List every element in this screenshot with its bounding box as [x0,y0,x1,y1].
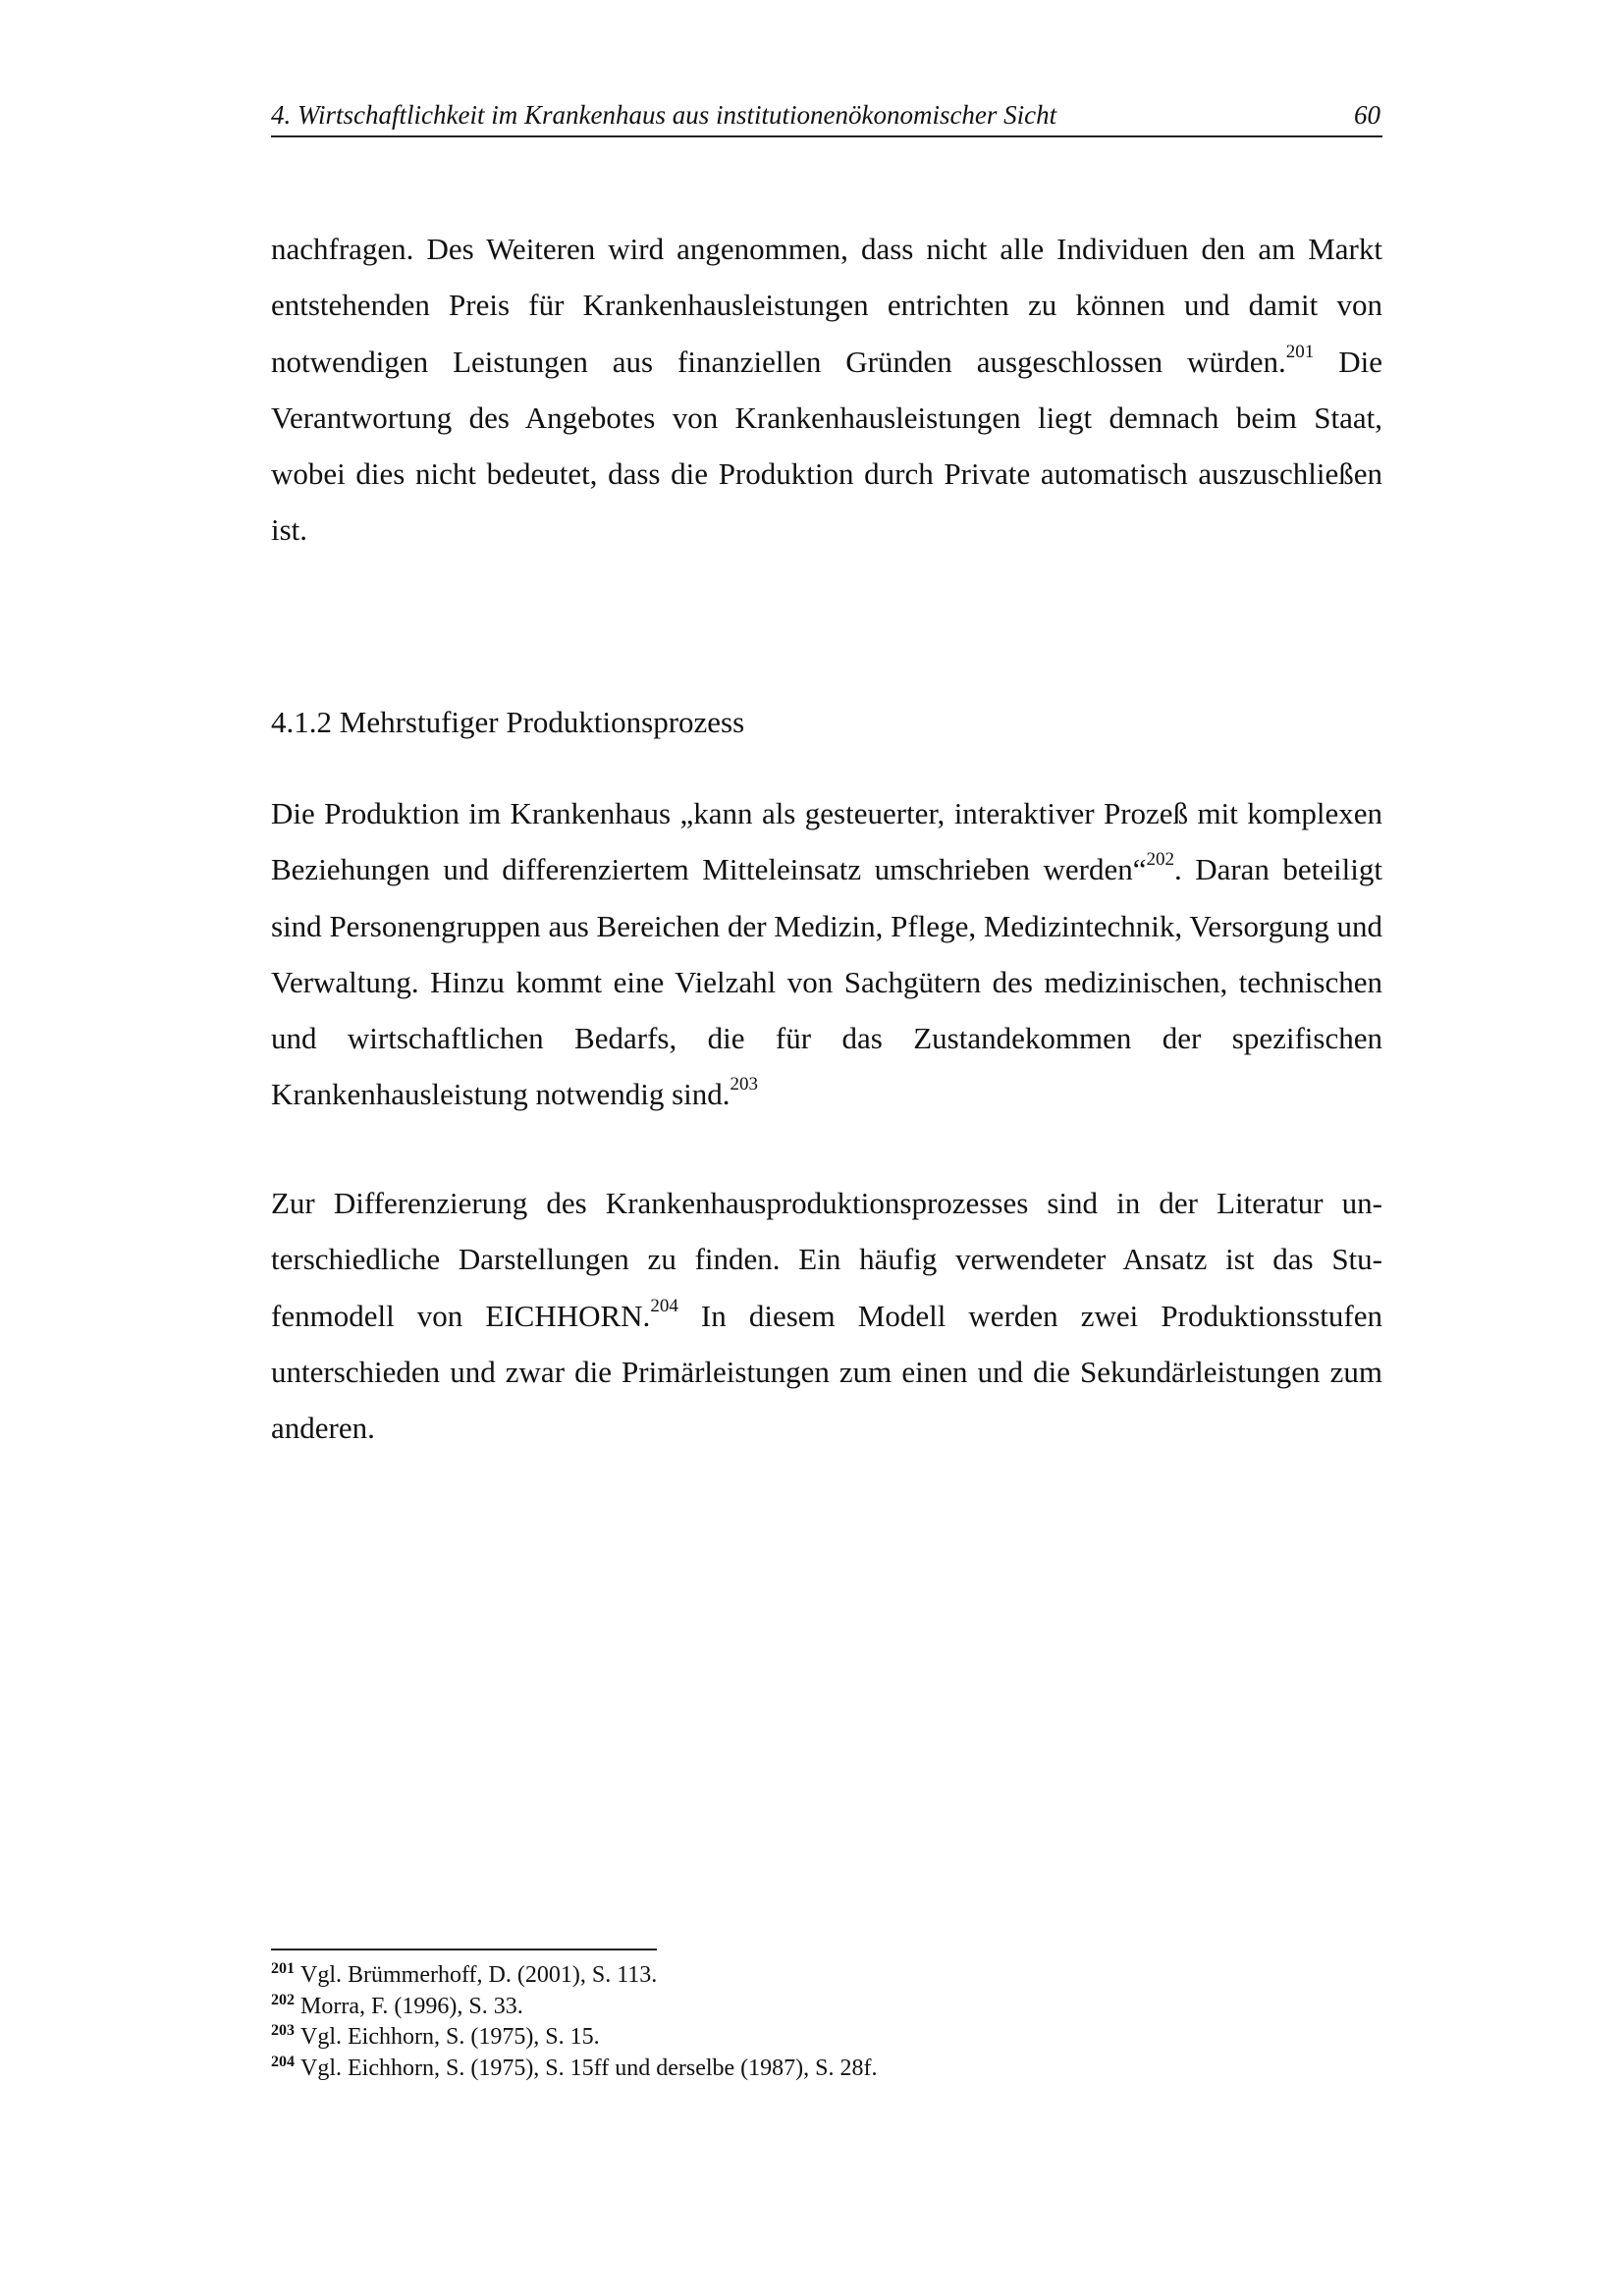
footnote-text: Morra, F. (1996), S. 33. [300,1993,523,2019]
footnote-number: 203 [271,2022,295,2039]
footnote-203 [271,2023,877,2055]
footnote-201 [271,1961,877,1993]
footnote-divider [271,1949,657,1950]
paragraph-2 [271,785,1382,1123]
paragraph-2-text-a: Die Produktion im Krankenhaus „kann als gesteuerter, interaktiver Prozeß mit komplexen Beziehungen und differenziertem Mitteleinsatz umschrieben werden“ [271,796,1382,887]
footnote-202 [271,1993,877,2024]
paragraph-1 [271,221,1382,559]
footnote-204 [271,2055,877,2086]
paragraph-1-text-b: Die Verantwortung des Angebotes von Krankenhausleistungen liegt demnach beim Staat, wobei dies nicht bedeutet, dass die Produktion durch Private automatisch auszuschließen ist. [271,344,1383,548]
footnote-ref-204[interactable]: 204 [650,1295,678,1316]
paragraph-3 [271,1175,1382,1456]
header-title: 4. Wirtschaftlichkeit im Krankenhaus aus institutionenökonomischer Sicht [271,100,1057,130]
footnote-ref-202[interactable]: 202 [1146,849,1174,871]
running-header [271,98,1382,137]
footnote-number: 204 [271,2053,295,2070]
section-heading: 4.1.2 Mehrstufiger Produktionsprozess [271,705,745,739]
page-number: 60 [1354,100,1380,130]
paragraph-3-text-a: Zur Differenzierung des Krankenhausproduktionsprozesses sind in der Literatur unterschiedliche Darstellungen zu finden. Ein häufig verwendeter Ansatz ist das Stufenmodell von EICHHORN. [271,1186,1382,1333]
footnote-text: Vgl. Brümmerhoff, D. (2001), S. 113. [300,1962,658,1988]
paragraph-3-text-b: In diesem Modell werden zwei Produktionsstufen unterschieden und zwar die Primärleistungen zum einen und die Sekundärleistungen zum anderen. [271,1298,1382,1446]
footnote-ref-201[interactable]: 201 [1285,341,1315,362]
paragraph-1-text-a: nachfragen. Des Weiteren wird angenommen, dass nicht alle Individuen den am Markt entstehenden Preis für Krankenhausleistungen entrichten zu können und damit von notwendigen Leistungen aus finanziellen Gründen ausgeschlossen würden. [271,232,1382,379]
footnote-number: 202 [271,1991,295,2008]
footnote-text: Vgl. Eichhorn, S. (1975), S. 15. [300,2024,600,2050]
footnote-ref-203[interactable]: 203 [730,1074,759,1095]
footnote-text: Vgl. Eichhorn, S. (1975), S. 15ff und derselbe (1987), S. 28f. [300,2055,878,2081]
paragraph-2-text-b: . Daran beteiligt sind Personengruppen aus Bereichen der Medizin, Pflege, Medizintechnik, Versorgung und Verwaltung. Hinzu kommt eine Vielzahl von Sachgütern des medizinischen, technischen und wirtschaftlichen Bedarfs, die für das Zustandekommen der spezifischen Krankenhausleistung notwendig sind. [271,852,1383,1112]
footnotes [271,1961,877,2085]
footnote-number: 201 [271,1960,295,1977]
